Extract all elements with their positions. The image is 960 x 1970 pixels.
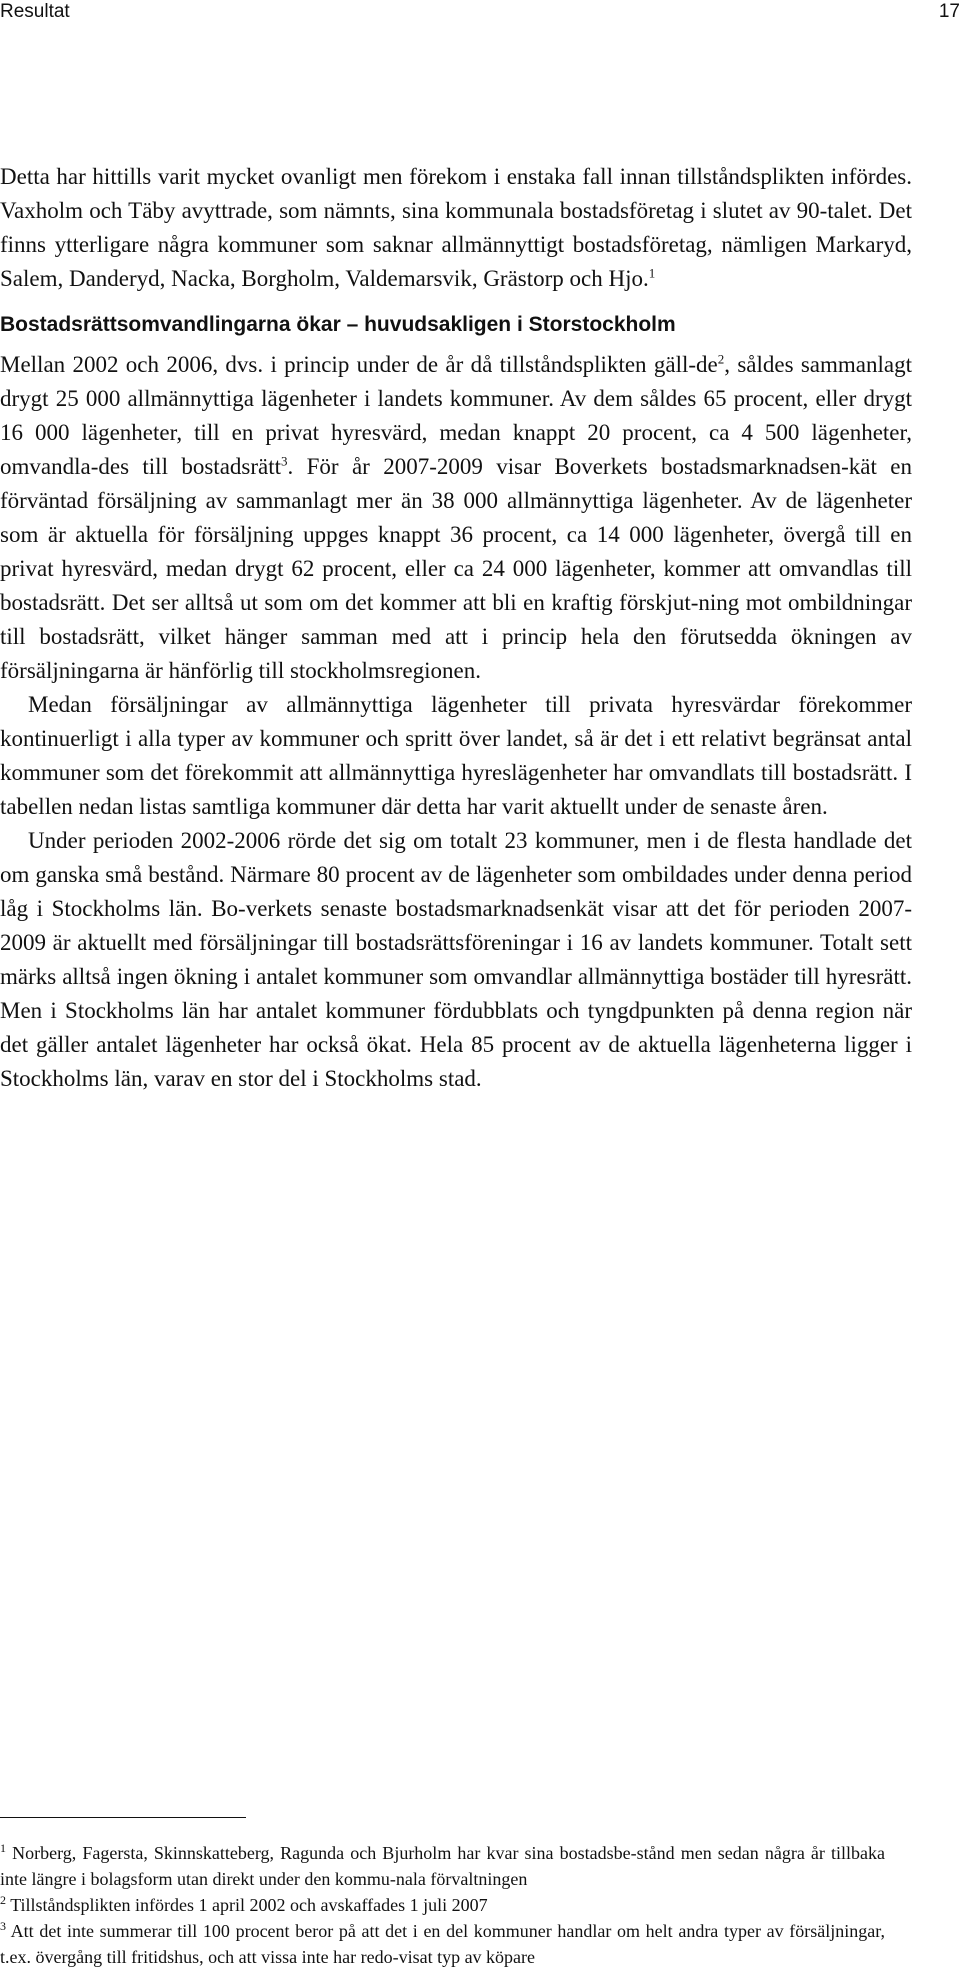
main-content bbox=[0, 160, 912, 1096]
paragraph bbox=[0, 160, 912, 296]
footnote-divider bbox=[0, 1817, 246, 1818]
footnotes bbox=[0, 1840, 885, 1970]
footnote bbox=[0, 1918, 885, 1970]
paragraph-text: Detta har hittills varit mycket ovanligt men förekom i enstaka fall innan tillståndsplikten infördes. Vaxholm och Täby avyttrade, som nämnts, sina kommunala bostadsföretag i slutet av 90-talet. Det finns ytterligare några kommuner som saknar allmännyttigt bostadsföretag, nämligen Markaryd, Salem, Danderyd, Nacka, Borgholm, Valdemarsvik, Grästorp och Hjo. bbox=[0, 164, 912, 291]
footnote-ref: 3 bbox=[281, 453, 288, 469]
footnote-marker: 1 bbox=[0, 1841, 6, 1855]
page-header bbox=[0, 0, 960, 26]
footnote-text: Norberg, Fagersta, Skinnskatteberg, Ragunda och Bjurholm har kvar sina bostadsbe-stånd men sedan några år tillbaka inte längre i bolagsform utan direkt under den kommu-nala förvaltningen bbox=[0, 1843, 885, 1889]
section-heading: Bostadsrättsomvandlingarna ökar – huvudsakligen i Storstockholm bbox=[0, 313, 676, 336]
footnote-marker: 2 bbox=[0, 1893, 6, 1907]
footnote-text: Att det inte summerar till 100 procent beror på att det i en del kommuner handlar om helt andra typer av försäljningar, t.ex. övergång till fritidshus, och att vissa inte har redo-visat typ av köpare bbox=[0, 1921, 885, 1967]
paragraph bbox=[0, 348, 912, 688]
section-title: Resultat bbox=[0, 1, 70, 22]
footnote-ref: 2 bbox=[717, 351, 725, 367]
paragraph-text: Mellan 2002 och 2006, dvs. i princip under de år då tillståndsplikten gäll-de bbox=[0, 352, 718, 377]
paragraph: Under perioden 2002-2006 rörde det sig om totalt 23 kommuner, men i de flesta handlade det om ganska små bestånd. Närmare 80 procent av de lägenheter som ombildades under denna period låg i Stockholms län. Bo-verkets senaste bostadsmarknadsenkät visar att det för perioden 2007-2009 är aktuellt med försäljningar till bostadsrättsföreningar i 16 av landets kommuner. Totalt sett märks alltså ingen ökning i antalet kommuner som omvandlar allmännyttiga bostäder till hyresrätt. Men i Stockholms län har antalet kommuner fördubblats och tyngdpunkten på denna region när det gäller antalet lägenheter har också ökat. Hela 85 procent av de aktuella lägenheterna ligger i Stockholms län, varav en stor del i Stockholms stad. bbox=[0, 828, 912, 1091]
footnote bbox=[0, 1892, 885, 1918]
paragraph-text: , såldes sammanlagt drygt 25 000 allmännyttiga lägenheter i landets kommuner. Av dem såldes 65 procent, eller drygt 16 000 lägenheter, till en privat hyresvärd, medan knappt 20 procent, ca 4 500 lägenheter, omvandla-des till bostadsrätt bbox=[0, 352, 912, 479]
footnote-marker: 3 bbox=[0, 1919, 6, 1933]
footnote-ref: 1 bbox=[648, 265, 656, 281]
paragraph-text: . För år 2007-2009 visar Boverkets bostadsmarknadsen-kät en förväntad försäljning av sammanlagt mer än 38 000 allmännyttiga lägenheter. Av de lägenheter som är aktuella för försäljning uppges knappt 36 procent, ca 14 000 lägenheter, övergå till en privat hyresvärd, medan drygt 62 procent, eller ca 24 000 lägenheter, kommer att omvandlas till bostadsrätt. Det ser alltså ut som om det kommer att bli en kraftig förskjut-ning mot ombildningar till bostadsrätt, vilket hänger samman med att i princip hela den förutsedda ökningen av försäljningarna är hänförlig till stockholmsregionen. bbox=[0, 454, 912, 683]
footnote-text: Tillståndsplikten infördes 1 april 2002 och avskaffades 1 juli 2007 bbox=[10, 1895, 488, 1915]
footnote bbox=[0, 1840, 885, 1892]
page-number: 17 bbox=[938, 1, 960, 22]
paragraph: Medan försäljningar av allmännyttiga lägenheter till privata hyresvärdar förekommer kontinuerligt i alla typer av kommuner och spritt över landet, så är det i ett relativt begränsat antal kommuner som det förekommit att allmännyttiga hyreslägenheter har omvandlats till bostadsrätt. I tabellen nedan listas samtliga kommuner där detta har varit aktuellt under de senaste åren. bbox=[0, 692, 912, 819]
